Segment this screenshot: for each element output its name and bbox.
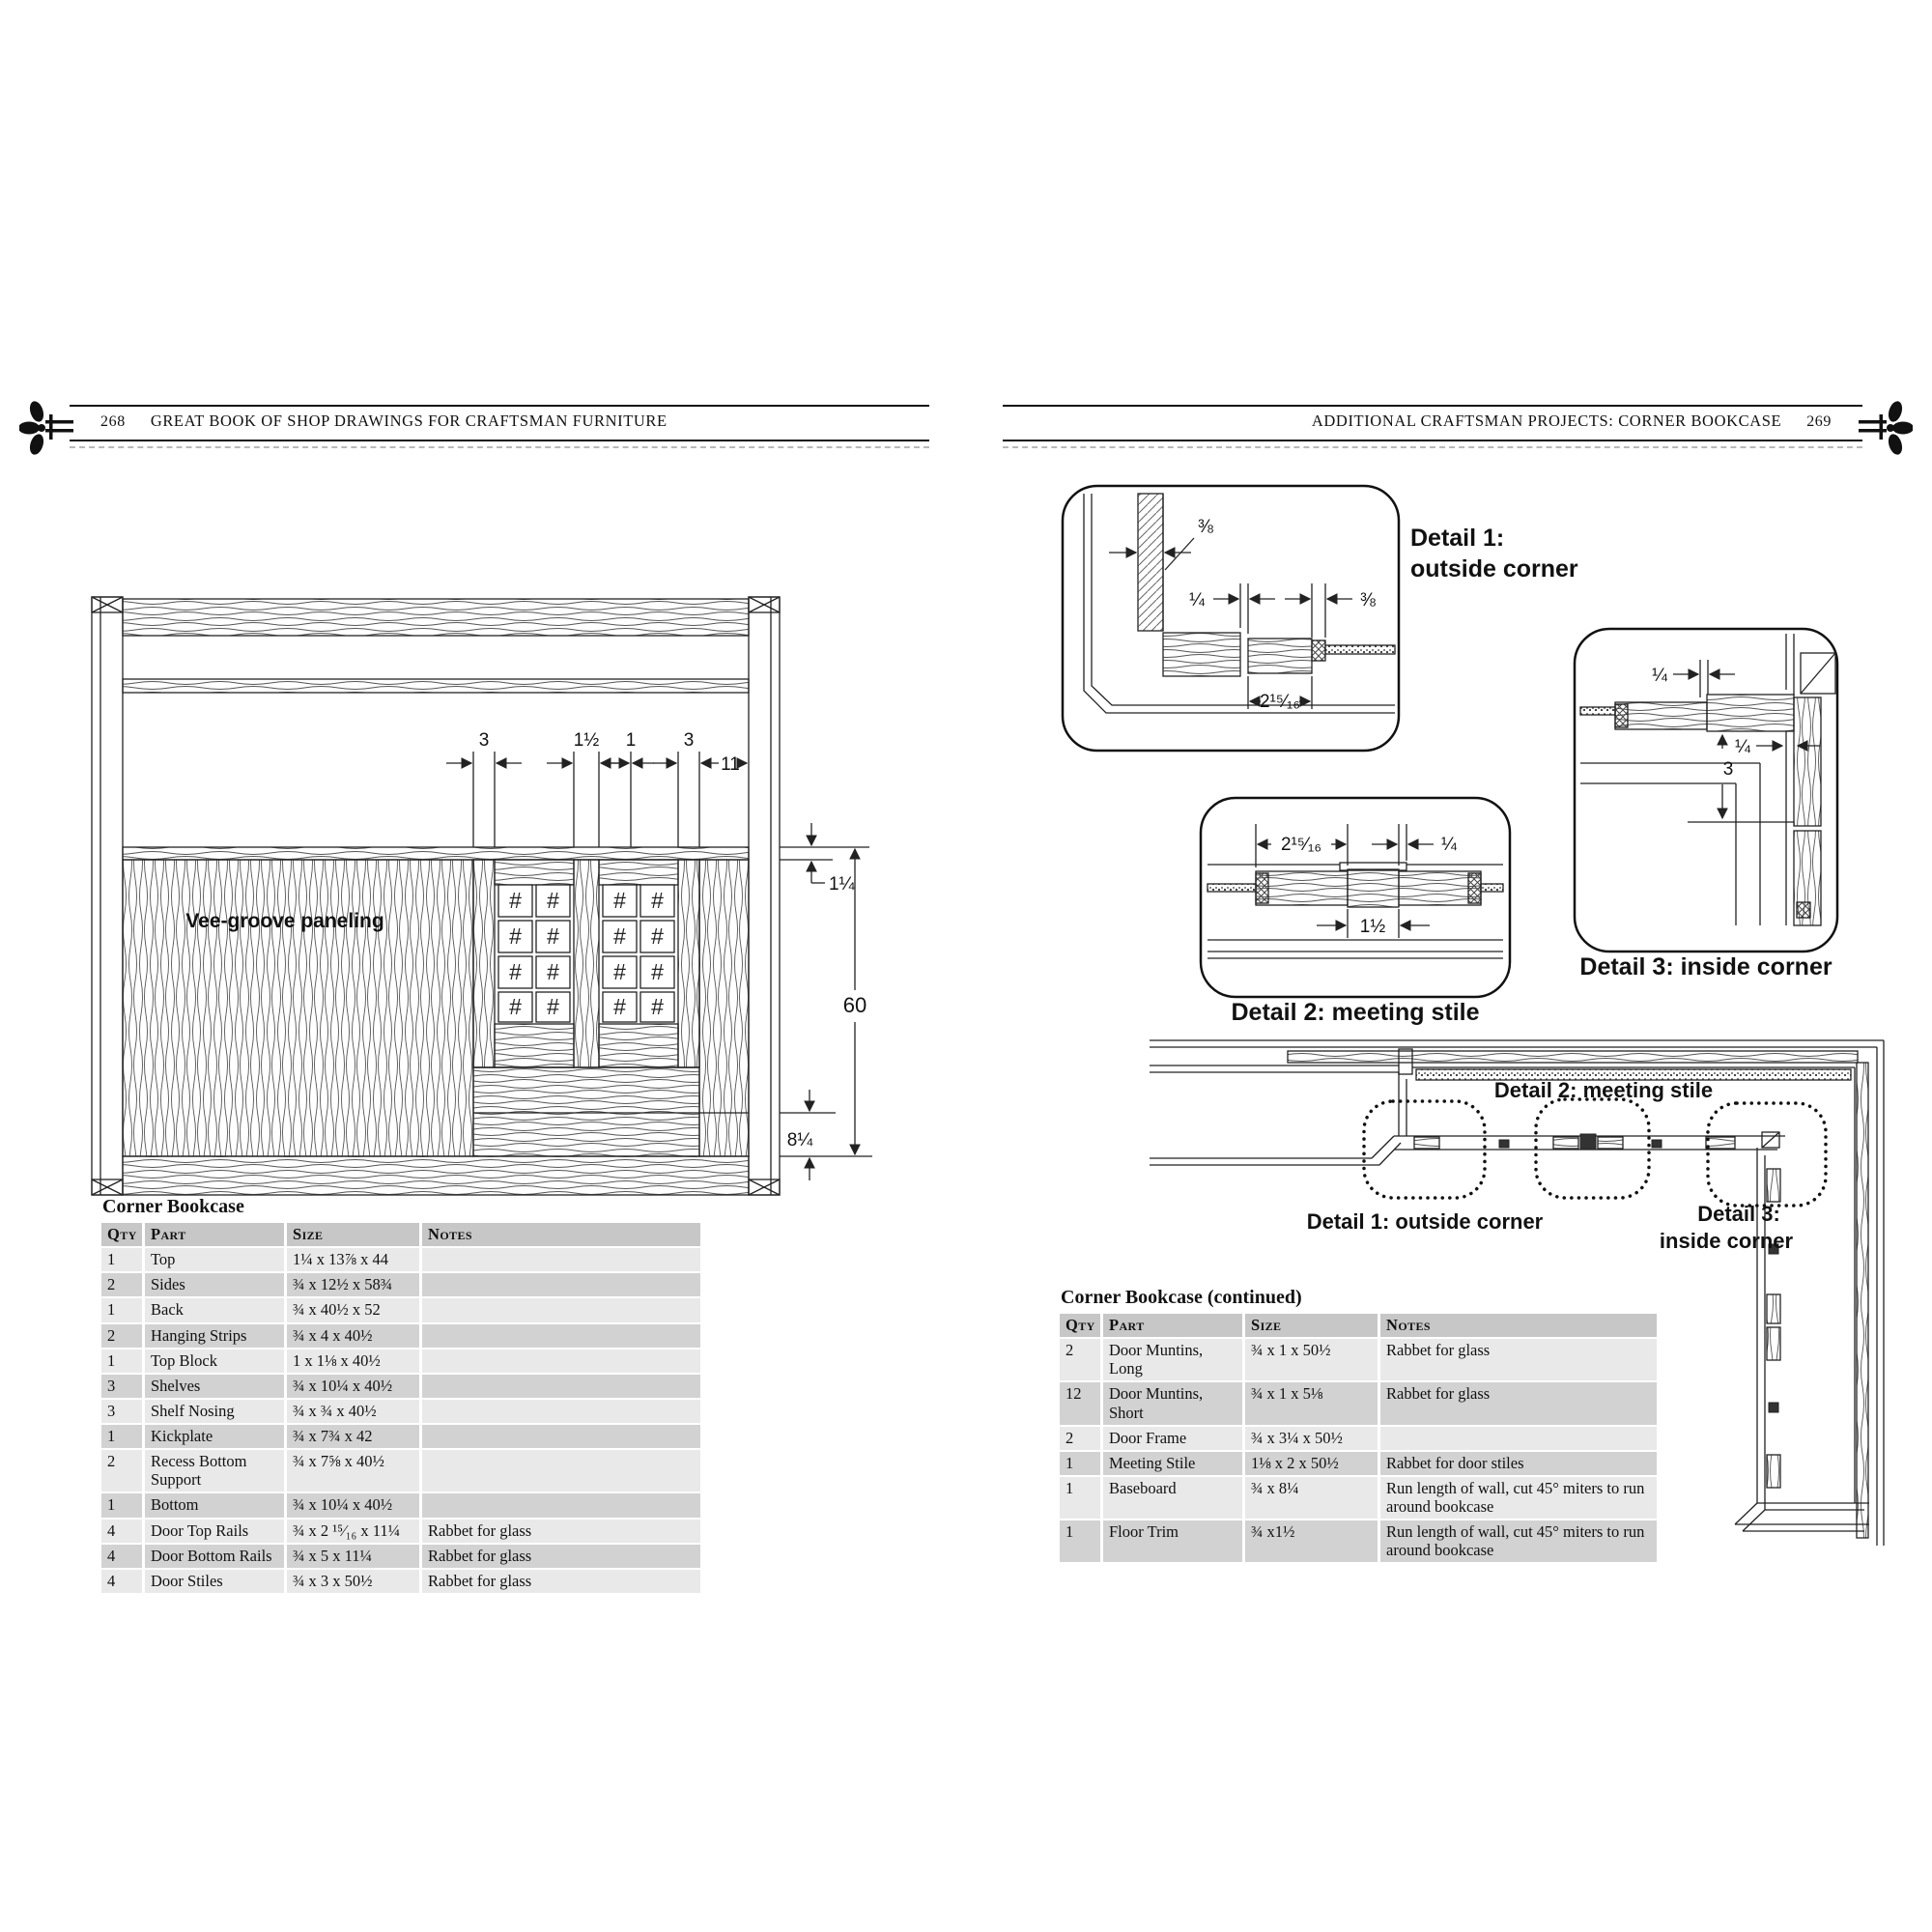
size-cell: 1¼ x 13⅞ x 44 [287,1248,422,1273]
qty-cell: 1 [101,1350,145,1375]
qty-cell: 4 [101,1545,145,1570]
part-cell: Kickplate [145,1425,287,1450]
glass-doors [473,860,699,1067]
notes-cell: Rabbet for glass [1380,1339,1657,1382]
running-head-text [100,412,668,431]
part-cell: Top Block [145,1350,287,1375]
part-cell: Meeting Stile [1103,1452,1245,1477]
qty-cell: 1 [1060,1520,1103,1564]
part-cell: Door Muntins, Short [1103,1382,1245,1426]
rule-top [1003,405,1862,407]
plan-label-detail3: Detail 3: [1697,1202,1780,1226]
plan-label-detail3: inside corner [1659,1229,1794,1253]
dim-label: ¼ [1441,835,1457,855]
notes-cell [422,1493,700,1519]
svg-text:#: # [509,994,522,1019]
dim-label: 3 [683,730,695,751]
qty-cell: 1 [1060,1477,1103,1520]
table-row [101,1520,700,1545]
svg-text:#: # [651,994,664,1019]
detail1-outside-corner [1063,486,1578,751]
dim-label: 2¹⁵⁄₁₆ [1259,692,1301,712]
qty-header: Qty [1060,1314,1103,1339]
dim-label: 11 [721,754,740,775]
notes-cell [422,1273,700,1298]
notes-cell: Rabbet for glass [422,1570,700,1595]
qty-cell: 4 [101,1520,145,1545]
dim-label: 1 [625,730,637,751]
table-row [101,1425,700,1450]
dim-label: ¼ [1652,666,1667,686]
plan-label-detail2: Detail 2: meeting stile [1493,1078,1714,1102]
fleuron-ornament-icon [1851,399,1913,457]
dim-label: ¼ [1189,590,1205,611]
svg-text:#: # [613,959,626,984]
detail3-inside-corner [1575,629,1837,980]
table-row [101,1273,700,1298]
part-cell: Bottom [145,1493,287,1519]
qty-cell: 1 [1060,1452,1103,1477]
qty-cell: 2 [1060,1339,1103,1382]
detail1-caption: outside corner [1410,555,1578,582]
table-row [101,1450,700,1493]
part-cell: Back [145,1298,287,1323]
dim-label: 1½ [573,730,600,751]
size-cell: ¾ x 3 x 50½ [287,1570,422,1595]
svg-text:#: # [547,888,559,913]
svg-text:#: # [613,923,626,949]
svg-text:#: # [509,888,522,913]
table-row [101,1324,700,1350]
notes-cell: Run length of wall, cut 45° miters to run around bookcase [1380,1477,1657,1520]
notes-header: Notes [422,1223,700,1248]
size-cell: 1⅛ x 2 x 50½ [1245,1452,1380,1477]
notes-cell: Rabbet for glass [422,1545,700,1570]
size-cell: ¾ x 7¾ x 42 [287,1425,422,1450]
dim-label: 1½ [1359,917,1386,937]
size-cell: ¾ x ¾ x 40½ [287,1400,422,1425]
door-dimensions [446,752,747,847]
dim-label: ⅜ [1360,590,1376,611]
detail3-caption: Detail 3: inside corner [1579,953,1833,980]
table-row [1060,1452,1657,1477]
panel-label: Vee-groove paneling [185,910,384,932]
rule-top [70,405,929,407]
table-title: Corner Bookcase [102,1196,244,1217]
table-row [1060,1339,1657,1382]
dim-label: 3 [1722,759,1734,780]
page-number: 268 [100,413,126,430]
corner-bookcase-elevation [77,580,898,1217]
svg-text:#: # [613,888,626,913]
part-cell: Baseboard [1103,1477,1245,1520]
table-header-row [101,1223,700,1248]
notes-header: Notes [1380,1314,1657,1339]
size-cell: ¾ x 12½ x 58¾ [287,1273,422,1298]
table-row [101,1493,700,1519]
table-row [101,1375,700,1400]
table-row [1060,1427,1657,1452]
notes-cell [422,1350,700,1375]
fleuron-ornament-icon [19,399,81,457]
notes-cell [422,1425,700,1450]
left-parts-table [101,1196,700,1595]
table-row [101,1570,700,1595]
table-row [101,1350,700,1375]
size-cell: ¾ x 4 x 40½ [287,1324,422,1350]
right-parts-table [1060,1287,1657,1564]
part-cell: Door Frame [1103,1427,1245,1452]
rule-bottom [1003,440,1862,441]
notes-cell [422,1375,700,1400]
size-header: Size [287,1223,422,1248]
qty-cell: 1 [101,1425,145,1450]
svg-text:#: # [547,923,559,949]
dim-label: 1¼ [829,874,855,895]
svg-text:#: # [613,994,626,1019]
dim-label: 3 [478,730,490,751]
size-cell: ¾ x 1 x 5⅛ [1245,1382,1380,1426]
svg-text:#: # [547,994,559,1019]
size-cell: ¾ x 10¼ x 40½ [287,1375,422,1400]
part-cell: Hanging Strips [145,1324,287,1350]
notes-cell [422,1298,700,1323]
part-cell: Recess Bottom Support [145,1450,287,1493]
dim-label: ¼ [1735,737,1750,757]
table-row [101,1248,700,1273]
left-running-head [19,399,929,457]
size-cell: ¾ x 1 x 50½ [1245,1339,1380,1382]
svg-text:#: # [651,923,664,949]
detail1-caption: Detail 1: [1410,525,1505,552]
qty-cell: 12 [1060,1382,1103,1426]
qty-cell: 4 [101,1570,145,1595]
svg-text:#: # [547,959,559,984]
table-title: Corner Bookcase (continued) [1061,1287,1302,1308]
rule-dashed [1003,446,1862,448]
part-cell: Sides [145,1273,287,1298]
dim-label: 60 [842,993,867,1017]
notes-cell [422,1248,700,1273]
qty-cell: 1 [101,1298,145,1323]
qty-cell: 2 [101,1450,145,1493]
size-cell: ¾ x 10¼ x 40½ [287,1493,422,1519]
plan-label-detail1: Detail 1: outside corner [1306,1209,1544,1234]
notes-cell [422,1450,700,1493]
dim-label: 8¼ [786,1130,813,1151]
qty-cell: 2 [1060,1427,1103,1452]
running-head-text [1312,412,1832,431]
size-cell: ¾ x 5 x 11¼ [287,1545,422,1570]
notes-cell [422,1400,700,1425]
table-header-row [1060,1314,1657,1339]
part-cell: Door Bottom Rails [145,1545,287,1570]
detail2-caption: Detail 2: meeting stile [1231,999,1480,1026]
size-cell: ¾ x 40½ x 52 [287,1298,422,1323]
qty-cell: 3 [101,1375,145,1400]
page-number: 269 [1806,413,1832,430]
running-head-title: GREAT BOOK OF SHOP DRAWINGS FOR CRAFTSMAN FURNITURE [150,412,668,430]
right-running-head [1003,399,1913,457]
table-row [1060,1477,1657,1520]
qty-cell: 1 [101,1493,145,1519]
part-header: Part [145,1223,287,1248]
detail2-meeting-stile [1201,798,1510,1026]
table-row [101,1545,700,1570]
size-header: Size [1245,1314,1380,1339]
dim-label: 2¹⁵⁄₁₆ [1280,835,1322,855]
notes-cell: Rabbet for door stiles [1380,1452,1657,1477]
svg-text:#: # [651,959,664,984]
part-cell: Door Top Rails [145,1520,287,1545]
qty-header: Qty [101,1223,145,1248]
table-row [1060,1382,1657,1426]
part-cell: Floor Trim [1103,1520,1245,1564]
qty-cell: 3 [101,1400,145,1425]
rule-dashed [70,446,929,448]
table-row [101,1298,700,1323]
notes-cell [422,1324,700,1350]
part-cell: Shelf Nosing [145,1400,287,1425]
qty-cell: 2 [101,1324,145,1350]
size-cell: ¾ x 7⅝ x 40½ [287,1450,422,1493]
notes-cell: Rabbet for glass [422,1520,700,1545]
notes-cell: Run length of wall, cut 45° miters to run around bookcase [1380,1520,1657,1564]
rule-bottom [70,440,929,441]
dim-label: ⅜ [1198,517,1213,537]
notes-cell [1380,1427,1657,1452]
svg-text:#: # [509,959,522,984]
table-row [1060,1520,1657,1564]
size-cell: ¾ x 8¼ [1245,1477,1380,1520]
size-cell: 1 x 1⅛ x 40½ [287,1350,422,1375]
running-head-title: ADDITIONAL CRAFTSMAN PROJECTS: CORNER BOOKCASE [1311,412,1782,430]
part-header: Part [1103,1314,1245,1339]
svg-text:#: # [509,923,522,949]
top-rails [123,599,749,860]
svg-text:#: # [651,888,664,913]
notes-cell: Rabbet for glass [1380,1382,1657,1426]
table-row [101,1400,700,1425]
part-cell: Top [145,1248,287,1273]
part-cell: Shelves [145,1375,287,1400]
part-cell: Door Stiles [145,1570,287,1595]
size-cell: ¾ x1½ [1245,1520,1380,1564]
part-cell: Door Muntins, Long [1103,1339,1245,1382]
size-cell: ¾ x 3¼ x 50½ [1245,1427,1380,1452]
qty-cell: 1 [101,1248,145,1273]
size-cell: ¾ x 2 ¹⁵⁄₁₆ x 11¼ [287,1520,422,1545]
qty-cell: 2 [101,1273,145,1298]
